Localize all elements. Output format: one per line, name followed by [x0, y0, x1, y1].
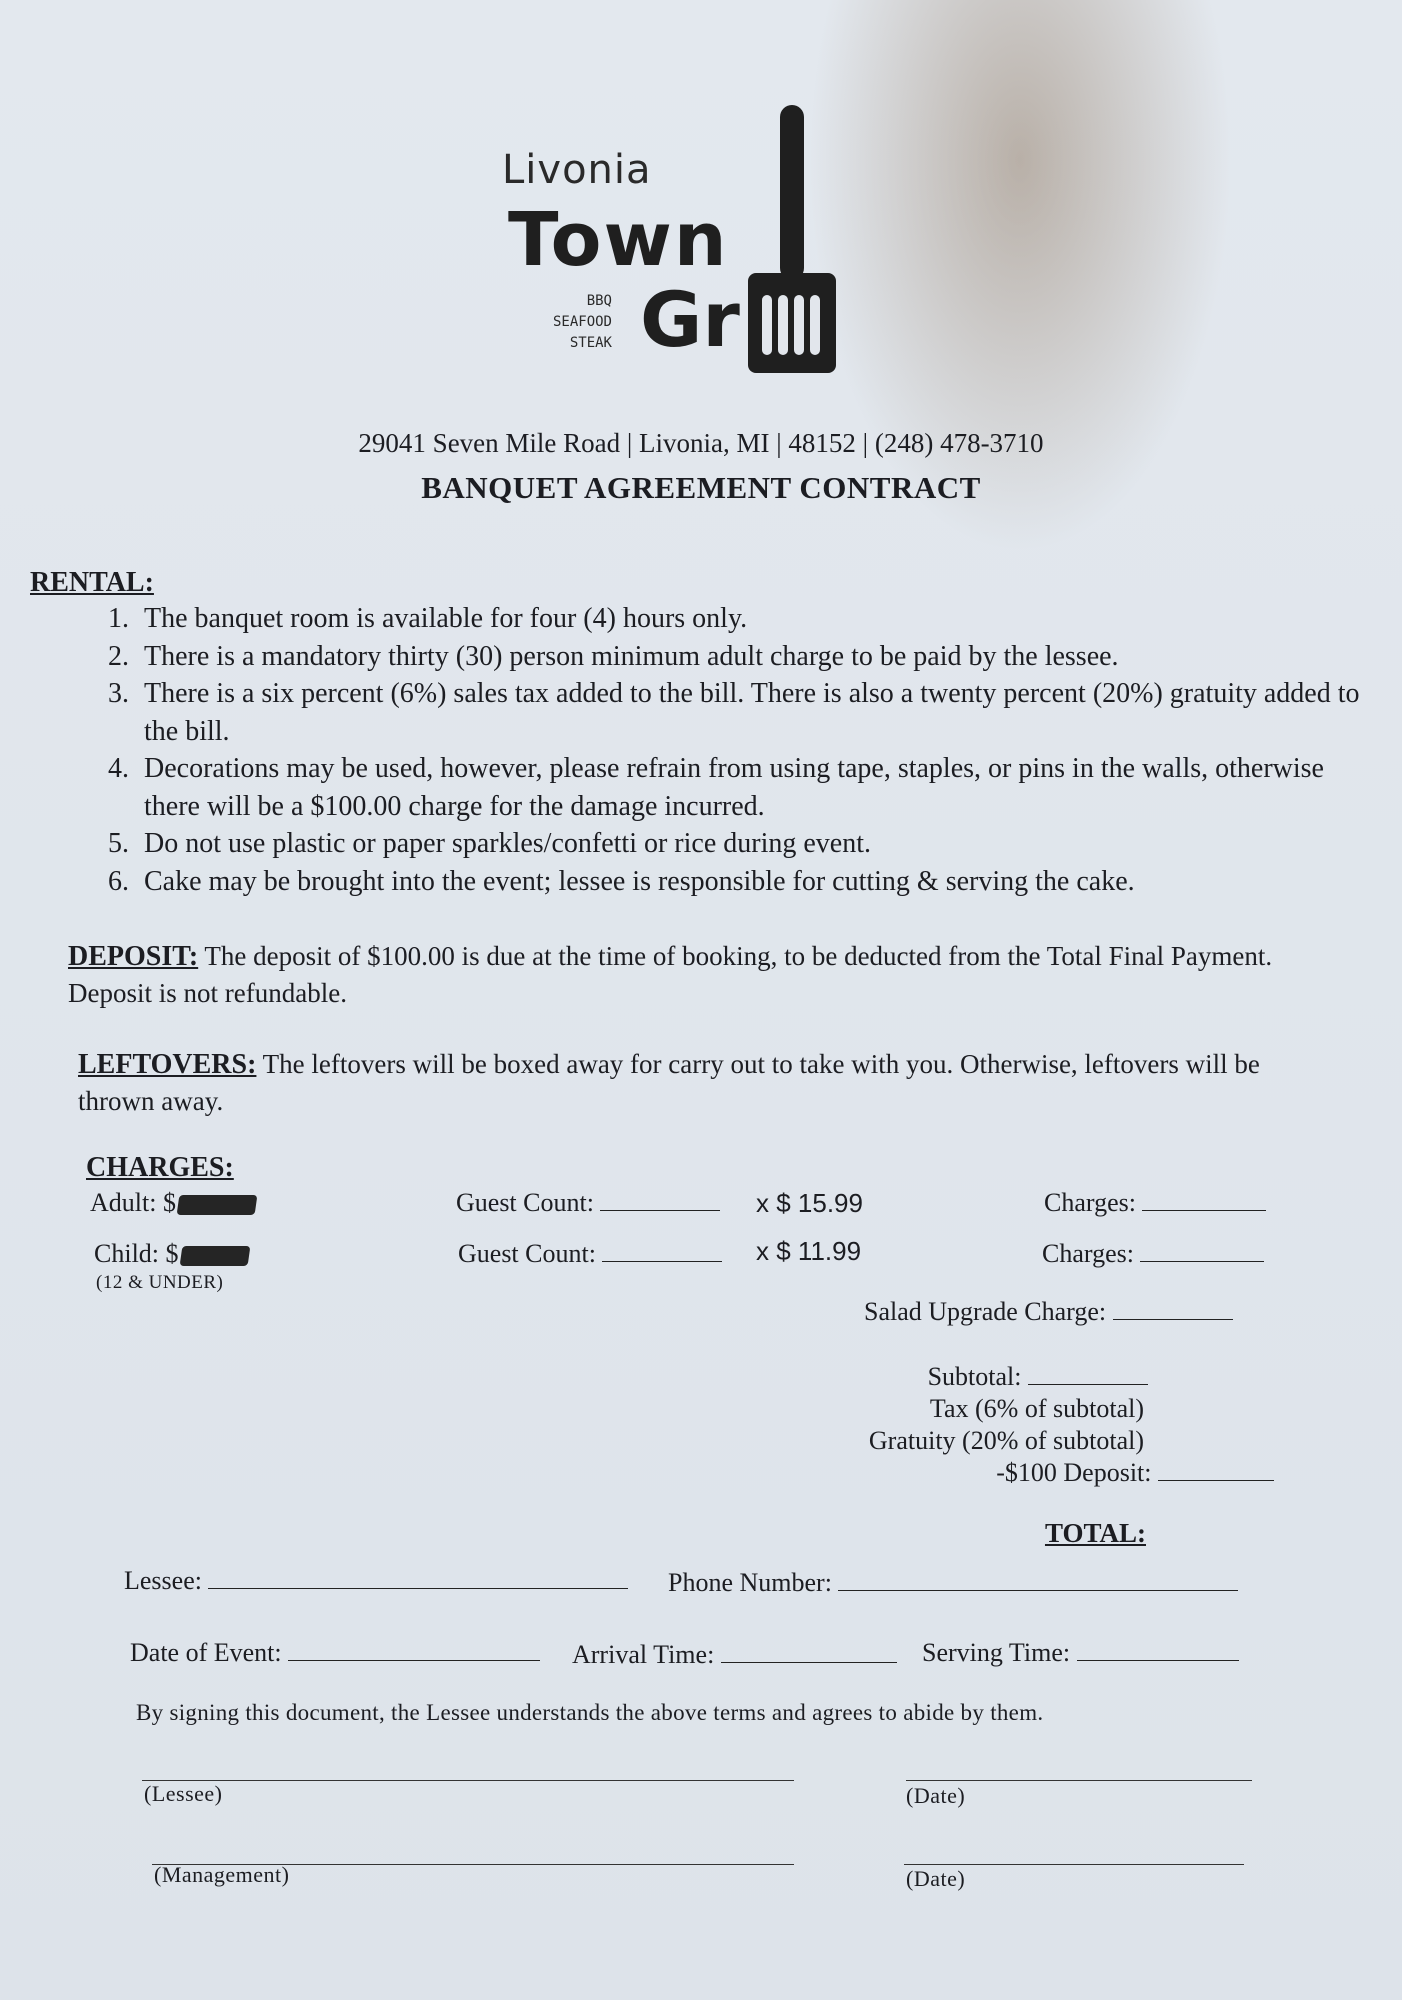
total-label: TOTAL: — [1044, 1518, 1146, 1548]
adult-charges — [1044, 1188, 1266, 1218]
rental-rule: 4. Decorations may be used, however, please refrain from using tape, staples, or pins in the walls, otherwise there will be a $100.00 charge for the damage incurred. — [136, 750, 1366, 825]
spatula-icon — [780, 105, 804, 280]
child-charges — [1042, 1239, 1264, 1269]
arrival-time-field[interactable] — [721, 1640, 897, 1663]
salad-upgrade-label: Salad Upgrade Charge: — [864, 1297, 1107, 1326]
subtotal-label: Subtotal: — [927, 1362, 1022, 1391]
deposit-heading: DEPOSIT: — [68, 941, 199, 972]
management-signature-label: (Management) — [154, 1862, 290, 1887]
charges-heading: CHARGES: — [86, 1152, 234, 1183]
salad-upgrade-field[interactable] — [1113, 1297, 1233, 1320]
child-charges-field[interactable] — [1140, 1239, 1264, 1262]
child-rate: x $ 11.99 — [756, 1236, 862, 1266]
salad-upgrade-row — [864, 1297, 1233, 1327]
crossed-out-price-mark — [177, 1195, 258, 1215]
tax-label: Tax (6% of subtotal) — [929, 1394, 1144, 1423]
adult-price-label: Adult: $ — [90, 1188, 176, 1217]
logo-tag-bbq: BBQ — [586, 293, 612, 309]
adult-guest-count-label: Guest Count: — [456, 1188, 594, 1217]
serving-time-field[interactable] — [1077, 1638, 1239, 1661]
crossed-out-price-mark — [179, 1246, 250, 1266]
rental-heading: RENTAL: — [30, 567, 154, 598]
management-date-label: (Date) — [906, 1866, 966, 1891]
adult-charges-label: Charges: — [1044, 1188, 1136, 1217]
deposit-deduction-field[interactable] — [1158, 1458, 1274, 1481]
rental-rule: 1. The banquet room is available for four (4) hours only. — [136, 600, 1366, 638]
child-price-label: Child: $ — [94, 1239, 179, 1268]
adult-rate: x $ 15.99 — [756, 1188, 863, 1218]
adult-price-row — [90, 1188, 256, 1218]
serving-time-label: Serving Time: — [922, 1638, 1071, 1667]
phone-row — [668, 1568, 1238, 1598]
lessee-label: Lessee: — [124, 1566, 202, 1595]
logo-tags — [540, 291, 612, 354]
rental-rule: 2. There is a mandatory thirty (30) person minimum adult charge to be paid by the lessee. — [136, 638, 1366, 676]
deposit-deduction-row — [700, 1458, 1274, 1488]
spatula-head-icon — [748, 273, 836, 373]
arrival-time-label: Arrival Time: — [572, 1640, 715, 1669]
lessee-date-label: (Date) — [906, 1783, 966, 1808]
adult-charges-field[interactable] — [1142, 1188, 1266, 1211]
event-date-label: Date of Event: — [130, 1638, 282, 1667]
arrival-time-row — [572, 1640, 897, 1670]
subtotal-field[interactable] — [1028, 1362, 1148, 1385]
deposit-section — [68, 938, 1308, 1012]
lessee-date-line[interactable] — [906, 1780, 1252, 1781]
lessee-signature-label: (Lessee) — [144, 1781, 223, 1806]
subtotal-row — [700, 1362, 1148, 1392]
deposit-deduction-label: -$100 Deposit: — [996, 1458, 1152, 1487]
lessee-field[interactable] — [208, 1566, 628, 1589]
phone-field[interactable] — [838, 1568, 1238, 1591]
logo-name-bottom: Gr — [640, 275, 740, 364]
restaurant-logo — [490, 95, 870, 395]
lessee-signature-line[interactable] — [142, 1780, 794, 1781]
child-guest-count-field[interactable] — [602, 1239, 722, 1262]
adult-guest-count-field[interactable] — [600, 1188, 720, 1211]
rental-rule: 5. Do not use plastic or paper sparkles/confetti or rice during event. — [136, 825, 1366, 863]
restaurant-address: 29041 Seven Mile Road | Livonia, MI | 48152 | (248) 478-3710 — [358, 428, 1044, 458]
event-date-row — [130, 1638, 540, 1668]
serving-time-row — [922, 1638, 1239, 1668]
child-guest-count — [458, 1239, 722, 1269]
logo-tag-steak: STEAK — [569, 335, 612, 351]
management-date-line[interactable] — [904, 1864, 1244, 1865]
logo-tag-seafood: SEAFOOD — [552, 314, 612, 330]
rental-rule: 3. There is a six percent (6%) sales tax added to the bill. There is also a twenty percent (20%) gratuity added to the bill. — [136, 675, 1366, 750]
leftovers-text: The leftovers will be boxed away for carry out to take with you. Otherwise, leftovers will be thrown away. — [78, 1049, 1260, 1116]
logo-name-top: Town — [508, 197, 729, 283]
event-date-field[interactable] — [288, 1638, 540, 1661]
page-title: BANQUET AGREEMENT CONTRACT — [421, 470, 981, 505]
gratuity-label: Gratuity (20% of subtotal) — [868, 1426, 1144, 1455]
child-guest-count-label: Guest Count: — [458, 1239, 596, 1268]
adult-guest-count — [456, 1188, 720, 1218]
agreement-statement: By signing this document, the Lessee understands the above terms and agrees to abide by them. — [136, 1700, 1044, 1725]
child-age-note: (12 & UNDER) — [96, 1272, 224, 1293]
phone-label: Phone Number: — [668, 1568, 832, 1597]
lessee-row — [124, 1566, 628, 1596]
leftovers-heading: LEFTOVERS: — [78, 1049, 257, 1080]
deposit-text: The deposit of $100.00 is due at the time of booking, to be deducted from the Total Final Payment. Deposit is not refundable. — [68, 941, 1273, 1008]
rental-rule: 6. Cake may be brought into the event; lessee is responsible for cutting & serving the cake. — [136, 863, 1366, 901]
rental-rules-list — [92, 600, 1366, 900]
logo-city: Livonia — [502, 147, 652, 193]
leftovers-section — [78, 1046, 1318, 1120]
child-price-row — [94, 1239, 249, 1269]
child-charges-label: Charges: — [1042, 1239, 1134, 1268]
